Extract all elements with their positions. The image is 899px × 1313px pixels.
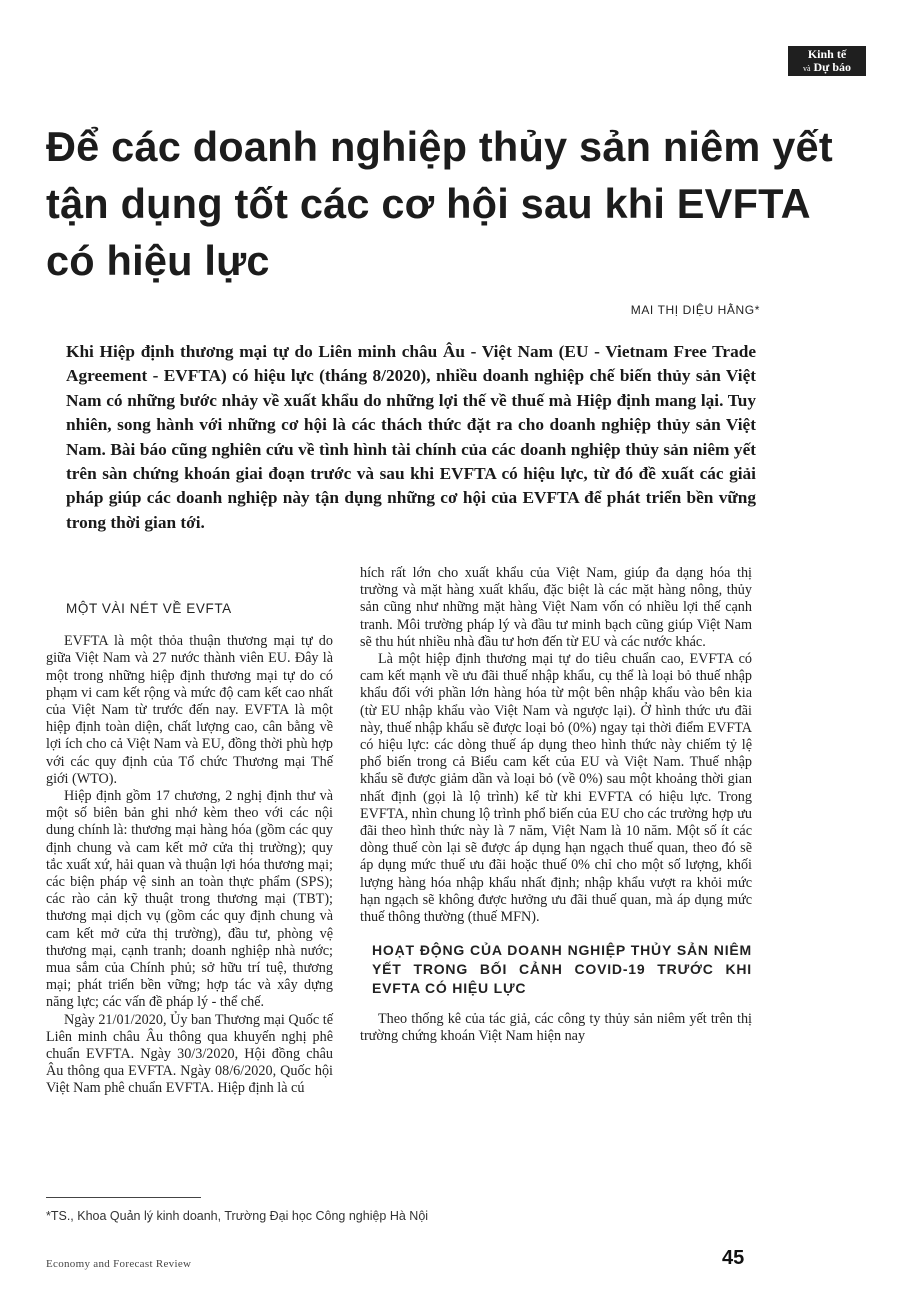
logo-line-1: Kinh tế bbox=[807, 47, 847, 61]
paragraph: Là một hiệp định thương mại tự do tiêu chuẩn cao, EVFTA có cam kết mạnh về ưu đãi thuế nhập khẩu, cụ thể là loại bỏ thuế nhập khẩu đối với phần lớn hàng hóa từ một bên nhập khẩu vào bên kia (từ EU nhập khẩu vào Việt Nam và ngược lại). Ở hình thức ưu đãi này, thuế nhập khẩu sẽ được loại bỏ (0%) ngay tại thời điểm EVFTA có hiệu lực: các dòng thuế áp dụng theo hình thức này chiếm tỷ lệ phổ biến trong cả Biểu cam kết của EU và Việt Nam. Thuế nhập khẩu sẽ được giảm dần và loại bỏ (về 0%) sau một khoảng thời gian nhất định (gọi là lộ trình) kể từ khi EVFTA có hiệu lực. Trong EVFTA, nhìn chung lộ trình phổ biến của EU cho các trường hợp ưu đãi theo hình thức này là 7 năm, Việt Nam là 10 năm. Một số ít các dòng thuế còn lại sẽ được áp dụng hạn ngạch thuế quan, theo đó sẽ áp dụng mức thuế ưu đãi hoặc thuế 0% chỉ cho một số lượng, khối lượng hàng hóa nhập khẩu nhất định; nhập khẩu vượt ra khỏi mức hạn ngạch sẽ không được hưởng ưu đãi thuế quan, mà áp dụng mức thuế thông thường (thuế MFN). bbox=[360, 651, 752, 926]
paragraph: Theo thống kê của tác giả, các công ty thủy sản niêm yết trên thị trường chứng khoán Việt Nam hiện nay bbox=[360, 1011, 752, 1045]
paragraph: Ngày 21/01/2020, Ủy ban Thương mại Quốc tế Liên minh châu Âu thông qua khuyến nghị phê chuẩn EVFTA. Ngày 30/3/2020, Hội đồng châu Âu thông qua EVFTA. Ngày 08/6/2020, Quốc hội Việt Nam phê chuẩn EVFTA. Hiệp định là cú bbox=[46, 1011, 333, 1097]
author-name: MAI THỊ DIỆU HẰNG* bbox=[630, 303, 760, 317]
section-heading-covid: HOẠT ĐỘNG CỦA DOANH NGHIỆP THỦY SẢN NIÊM YẾT TRONG BỐI CẢNH COVID-19 TRƯỚC KHI EVFTA CÓ HIỆU LỰC bbox=[372, 942, 752, 997]
logo-line-2 bbox=[788, 61, 866, 75]
abstract: Khi Hiệp định thương mại tự do Liên minh châu Âu - Việt Nam (EU - Vietnam Free Trade Agreement - EVFTA) có hiệu lực (tháng 8/2020), nhiều doanh nghiệp chế biến thủy sản Việt Nam có những bước nhảy về xuất khẩu do những lợi thế về thuế mà Hiệp định mang lại. Tuy nhiên, song hành với những cơ hội là các thách thức đặt ra cho doanh nghiệp thủy sản Việt Nam. Bài báo cũng nghiên cứu về tình hình tài chính của các doanh nghiệp thủy sản niêm yết trên sàn chứng khoán giai đoạn trước và sau khi EVFTA có hiệu lực, từ đó đề xuất các giải pháp giúp các doanh nghiệp này tận dụng những cơ hội của EVFTA để phát triển bền vững trong thời gian tới. bbox=[66, 342, 756, 532]
footnote-divider bbox=[46, 1197, 201, 1198]
journal-name: Economy and Forecast Review bbox=[46, 1258, 192, 1270]
logo-connector: và bbox=[802, 64, 811, 73]
journal-logo bbox=[788, 46, 866, 76]
paragraph: hích rất lớn cho xuất khẩu của Việt Nam, giúp đa dạng hóa thị trường và mặt hàng xuất khẩu, đặc biệt là các mặt hàng nông, thủy sản cũng như những mặt hàng Việt Nam vốn có nhiều lợi thế cạnh tranh. Môi trường pháp lý và đầu tư minh bạch cũng giúp Việt Nam sẽ thu hút nhiều nhà đầu tư hơn đến từ EU và các nước khác. bbox=[360, 565, 752, 650]
paragraph: EVFTA là một thỏa thuận thương mại tự do giữa Việt Nam và 27 nước thành viên EU. Đây là một trong những hiệp định thương mại tự do có phạm vi cam kết rộng và mức độ cam kết cao nhất của Việt Nam từ trước đến nay. EVFTA là một hiệp định toàn diện, chất lượng cao, cân bằng về lợi ích cho cả Việt Nam và EU, đồng thời phù hợp với các quy định của Tổ chức Thương mại Thế giới (WTO). bbox=[46, 633, 333, 787]
column-right bbox=[360, 565, 752, 1046]
column-left bbox=[46, 600, 333, 1098]
paragraph: Hiệp định gồm 17 chương, 2 nghị định thư và một số biên bản ghi nhớ kèm theo với các nội dung chính là: thương mại hàng hóa (gồm các quy định chung và cam kết mở cửa thị trường); quy tắc xuất xứ, hải quan và thuận lợi hóa thương mại; các biện pháp vệ sinh an toàn thực phẩm (SPS); các rào cản kỹ thuật trong thương mại (TBT); thương mại dịch vụ (gồm các quy định chung và cam kết mở cửa thị trường), đầu tư, phòng vệ thương mại, cạnh tranh; doanh nghiệp nhà nước; mua sắm của Chính phủ; sở hữu trí tuệ, thương mại; phát triển bền vững; hợp tác và xây dựng năng lực; các vấn đề pháp lý - thể chế. bbox=[46, 788, 333, 1011]
article-title: Để các doanh nghiệp thủy sản niêm yết tận dụng tốt các cơ hội sau khi EVFTA có hiệu lực bbox=[46, 123, 833, 284]
page-number: 45 bbox=[722, 1247, 745, 1269]
footnote: *TS., Khoa Quản lý kinh doanh, Trường Đại học Công nghiệp Hà Nội bbox=[46, 1209, 429, 1223]
section-heading-evfta: MỘT VÀI NÉT VỀ EVFTA bbox=[66, 601, 232, 616]
logo-line-2-text: Dự báo bbox=[813, 60, 852, 74]
